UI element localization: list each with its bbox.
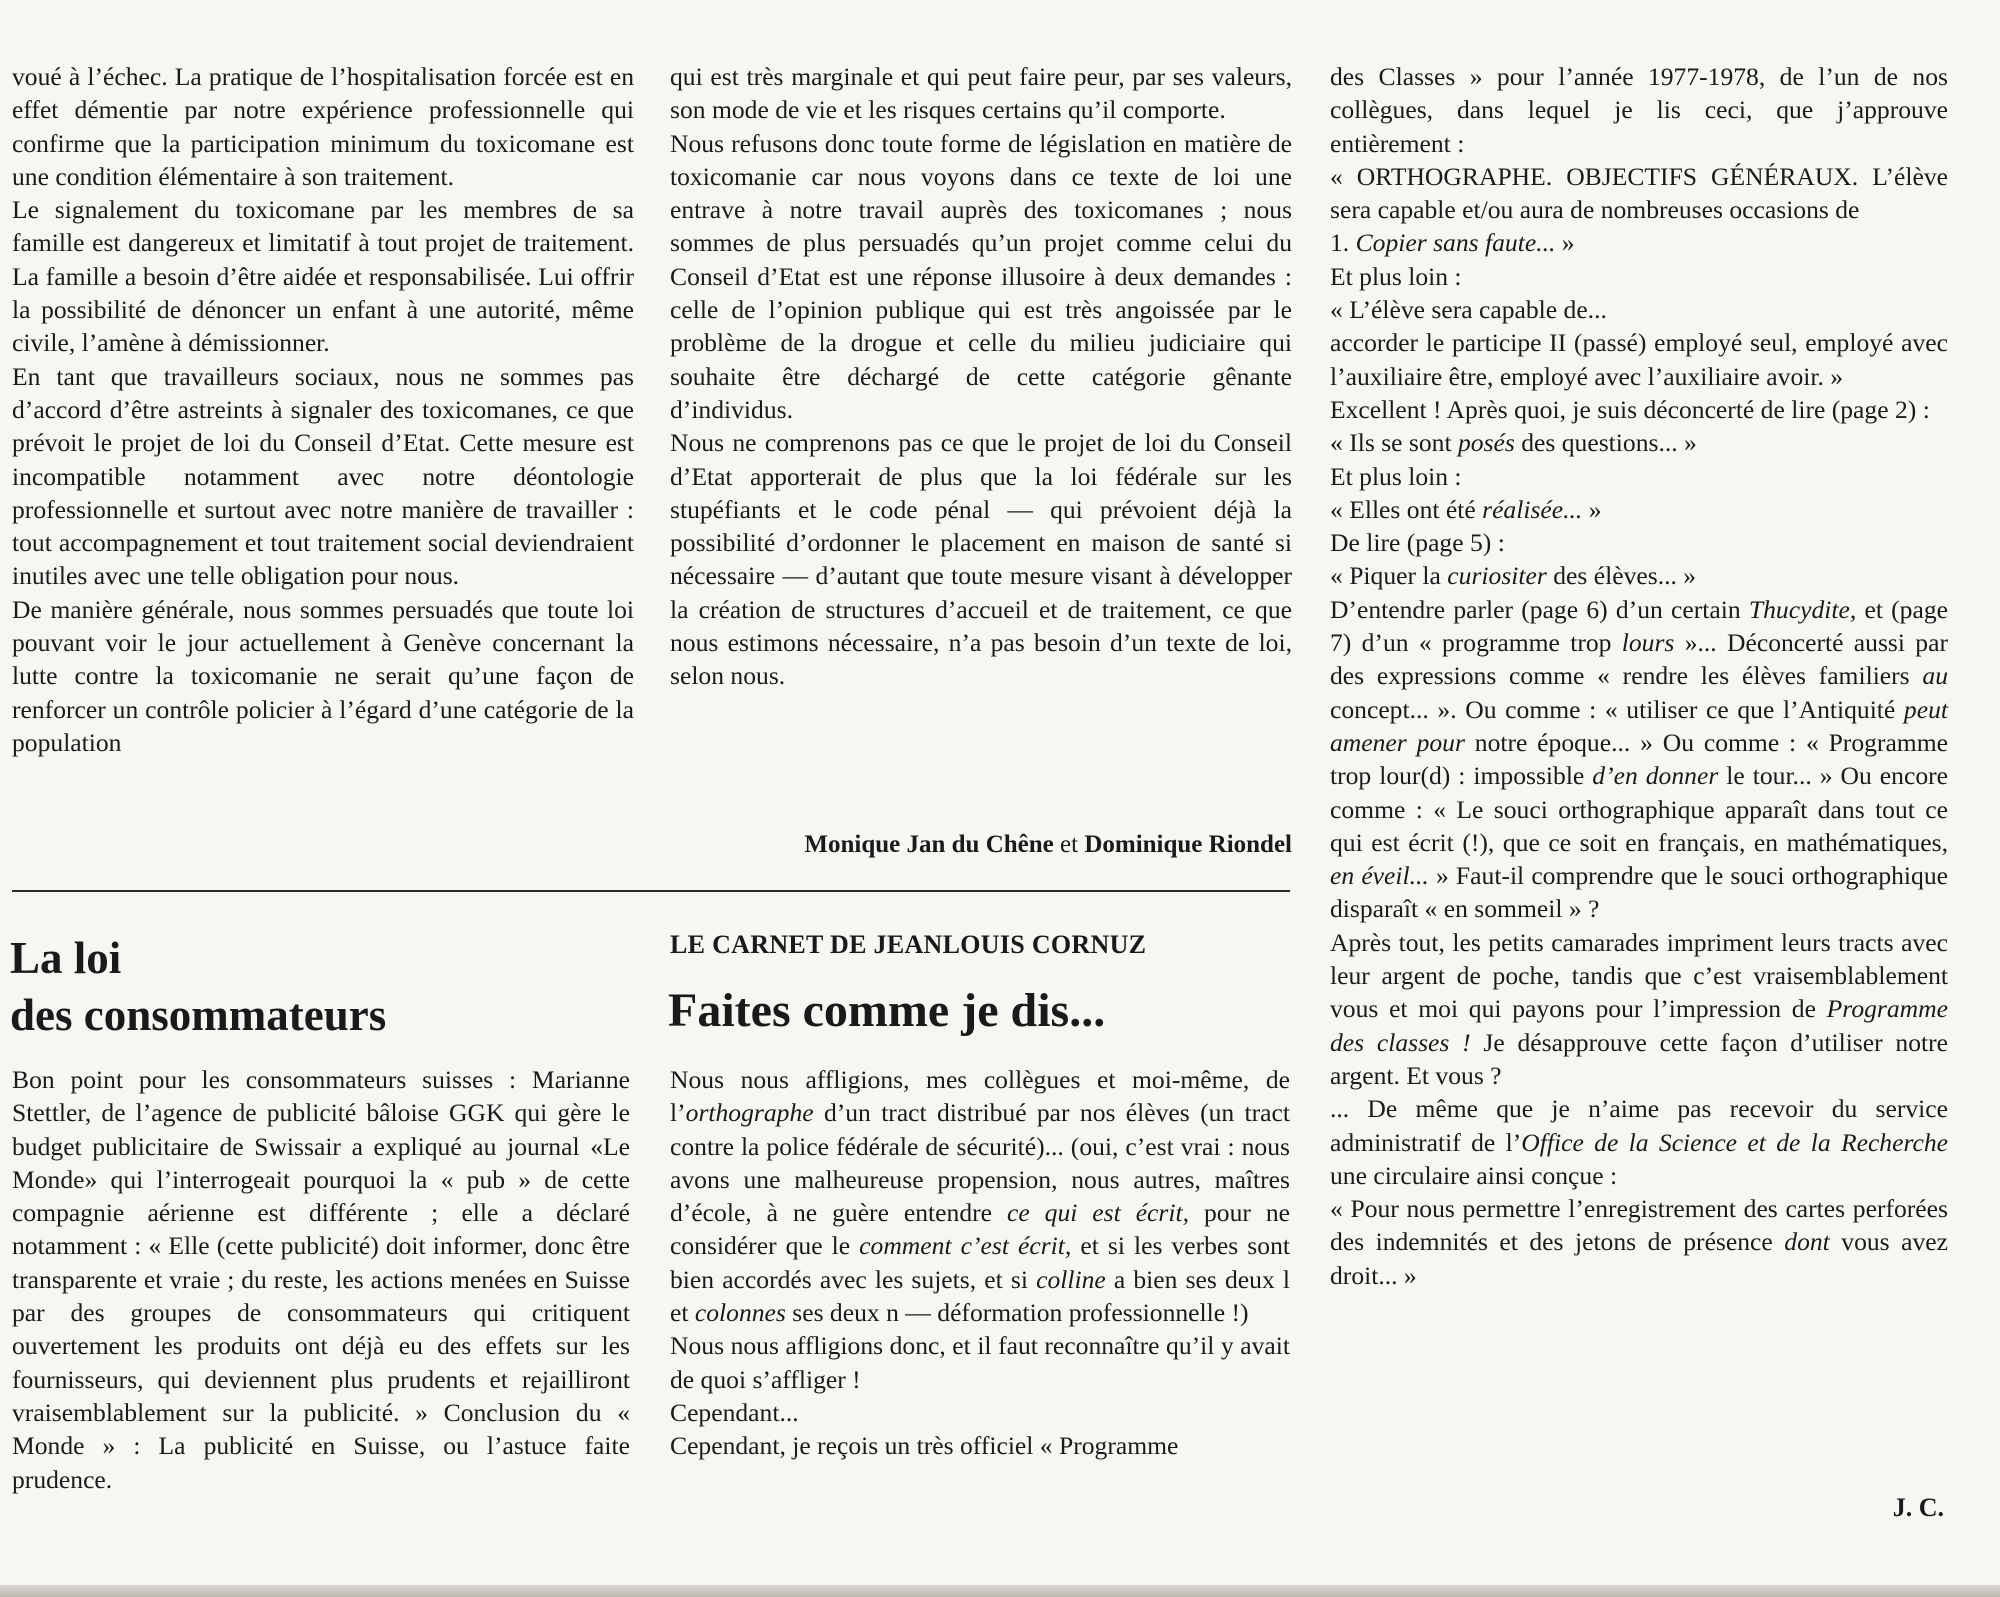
author-name: Monique Jan du Chêne	[804, 831, 1054, 858]
author-conjunction: et	[1060, 831, 1079, 858]
col-b-continued-article	[670, 60, 1292, 693]
paragraph: De lire (page 5) :	[1330, 528, 1505, 558]
paragraph: En tant que travailleurs sociaux, nous ne sommes pas d’accord d’être astreints à signaler des toxicomanes, ce que prévoit le projet de loi du Conseil d’Etat. Cette mesure est incompatible notamment avec notre déontologie professionnelle et surtout avec notre manière de travailler : tout accompagnement et tout traitement social deviendraient inutiles avec une telle obligation pour nous.	[12, 361, 634, 591]
article-faites-continued	[1330, 60, 1948, 1292]
paragraph: Cependant, je reçois un très officiel « Programme	[670, 1431, 1179, 1461]
article-consumers-body	[12, 1063, 630, 1496]
headline-line: des consommateurs	[10, 990, 387, 1040]
paragraph: « Elles ont été réalisée... »	[1330, 494, 1602, 524]
paragraph: « ORTHOGRAPHE. OBJECTIFS GÉNÉRAUX. L’élève sera capable et/ou aura de nombreuses occasions de	[1330, 161, 1948, 225]
headline-faites-comme: Faites comme je dis...	[668, 984, 1106, 1037]
col-a-continued-article	[12, 60, 634, 759]
paragraph: Et plus loin :	[1330, 261, 1462, 291]
paragraph: Nous refusons donc toute forme de législation en matière de toxicomanie car nous voyons dans ce texte de loi une entrave à notre travail auprès des toxicomanes ; nous sommes de plus persuadés qu’un projet comme celui du Conseil d’Etat est une réponse illusoire à deux demandes : celle de l’opinion publique qui est très angoissée par le problème de la drogue et celle du milieu judiciaire qui souhaite être déchargé de cette catégorie gênante d’individus.	[670, 128, 1292, 424]
paragraph: « Ils se sont posés des questions... »	[1330, 428, 1697, 458]
paragraph: Après tout, les petits camarades impriment leurs tracts avec leur argent de poche, tandis que c’est vraisemblablement vous et moi qui payons pour l’impression de Programme des classes ! Je désapprouve cette façon d’utiliser notre argent. Et vous ?	[1330, 927, 1948, 1090]
paragraph: 1. Copier sans faute... »	[1330, 228, 1575, 258]
paragraph: Cependant...	[670, 1397, 799, 1427]
paragraph: voué à l’échec. La pratique de l’hospitalisation forcée est en effet démentie par notre expérience professionnelle qui confirme que la participation minimum du toxicomane est une condition élémentaire à son traitement.	[12, 62, 634, 191]
paragraph: De manière générale, nous sommes persuadés que toute loi pouvant voir le jour actuellement à Genève concernant la lutte contre la toxicomanie ne serait qu’une façon de renforcer un contrôle policier à l’égard d’une catégorie de la population	[12, 594, 634, 757]
section-divider	[12, 890, 1290, 892]
article-faites-body	[670, 1063, 1290, 1463]
paragraph: qui est très marginale et qui peut faire peur, par ses valeurs, son mode de vie et les risques certains qu’il comporte.	[670, 62, 1292, 125]
paragraph: « Pour nous permettre l’enregistrement des cartes perforées des indemnités et des jetons de présence dont vous avez droit... »	[1330, 1194, 1948, 1290]
paragraph: « L’élève sera capable de...	[1330, 295, 1607, 325]
paragraph: accorder le participe II (passé) employé seul, employé avec l’auxiliaire être, employé avec l’auxiliaire avoir. »	[1330, 328, 1948, 391]
author-name: Dominique Riondel	[1084, 831, 1292, 858]
paragraph: Nous nous affligions donc, et il faut reconnaître qu’il y avait de quoi s’affliger !	[670, 1331, 1290, 1394]
paragraph: des Classes » pour l’année 1977-1978, de l’un de nos collègues, dans lequel je lis ceci, que j’approuve entièrement :	[1330, 62, 1948, 158]
headline-line: La loi	[10, 933, 122, 983]
paragraph: « Piquer la curiositer des élèves... »	[1330, 561, 1697, 591]
paragraph: Bon point pour les consommateurs suisses : Marianne Stettler, de l’agence de publicité bâloise GGK qui gère le budget publicitaire de Swissair a expliqué au journal «Le Monde» qui l’interrogeait pourquoi la « pub » de cette compagnie aérienne est différente ; elle a déclaré notamment : « Elle (cette publicité) doit informer, donc être transparente et vraie ; du reste, les actions menées en Suisse par des groupes de consommateurs qui critiquent ouvertement les produits ont déjà eu des effets sur les fournisseurs, qui deviennent plus prudents et rejailliront vraisemblablement sur la publicité. » Conclusion du « Monde » : La publicité en Suisse, ou l’astuce faite prudence.	[12, 1065, 630, 1494]
page-bottom-edge	[0, 1585, 2000, 1597]
article-signature	[670, 831, 1292, 859]
column-kicker: LE CARNET DE JEANLOUIS CORNUZ	[670, 930, 1147, 959]
paragraph: ... De même que je n’aime pas recevoir du service administratif de l’Office de la Science et de la Recherche une circulaire ainsi conçue :	[1330, 1094, 1948, 1190]
paragraph: Nous ne comprenons pas ce que le projet de loi du Conseil d’Etat apporterait de plus que la loi fédérale sur les stupéfiants et le code pénal — qui prévoient déjà la possibilité d’ordonner le placement en maison de santé si nécessaire — d’autant que toute mesure visant à développer la création de structures d’accueil et de traitement, ce que nous estimons nécessaire, n’a pas besoin d’un texte de loi, selon nous.	[670, 428, 1292, 691]
paragraph: Excellent ! Après quoi, je suis déconcerté de lire (page 2) :	[1330, 394, 1930, 424]
headline-consumers-law	[10, 930, 630, 1044]
paragraph: D’entendre parler (page 6) d’un certain Thucydite, et (page 7) d’un « programme trop lours »... Déconcerté aussi par des expressions comme « rendre les élèves familiers au concept... ». Ou comme : « utiliser ce que l’Antiquité peut amener pour notre époque... » Ou comme : « Programme trop lour(d) : impossible d’en donner le tour... » Ou encore comme : « Le souci orthographique apparaît dans tout ce qui est écrit (!), que ce soit en français, en mathématiques, en éveil... » Faut-il comprendre que le souci orthographique disparaît « en sommeil » ?	[1330, 594, 1948, 924]
author-initials: J. C.	[1892, 1493, 1944, 1522]
paragraph: Et plus loin :	[1330, 461, 1462, 491]
paragraph: Le signalement du toxicomane par les membres de sa famille est dangereux et limitatif à tout projet de traitement. La famille a besoin d’être aidée et responsabilisée. Lui offrir la possibilité de dénoncer un enfant à une autorité, même civile, l’amène à démissionner.	[12, 195, 634, 358]
paragraph: Nous nous affligions, mes collègues et moi-même, de l’orthographe d’un tract distribué par nos élèves (un tract contre la police fédérale de sécurité)... (oui, c’est vrai : nous avons une malheureuse propension, nous autres, maîtres d’école, à ne guère entendre ce qui est écrit, pour ne considérer que le comment c’est écrit, et si les verbes sont bien accordés avec les sujets, et si colline a bien ses deux l et colonnes ses deux n — déformation professionnelle !)	[670, 1065, 1291, 1328]
